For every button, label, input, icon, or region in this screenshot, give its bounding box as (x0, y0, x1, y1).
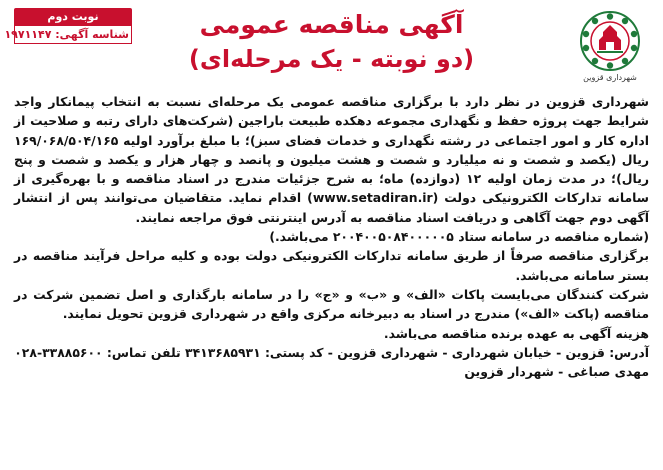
notice-id: شناسه آگهی: ۱۹۷۱۱۴۷ (14, 25, 132, 44)
notice-badge (4, 8, 132, 44)
municipality-logo (575, 10, 645, 88)
notice-paragraph-procedure: برگزاری مناقصه صرفاً از طریق سامانه تدارکات الکترونیکی دولت بوده و کلیه مراحل فرآیند مناقصه در بستر سامانه می‌باشد. (14, 248, 649, 283)
notice-signature: مهدی صباغی - شهردار قزوین (464, 364, 649, 380)
notice-paragraph-tender-number: (شماره مناقصه در سامانه ستاد ۲۰۰۴۰۰۵۰۸۴۰۰۰۰۰۵ می‌باشد.) (269, 229, 649, 245)
notice-title: آگهی مناقصه عمومی (199, 10, 464, 39)
notice-subtitle: (دو نوبته - یک مرحله‌ای) (188, 45, 475, 73)
municipality-emblem-icon (579, 10, 641, 72)
notice-header (4, 6, 653, 92)
notice-paragraph-main: شهرداری قزوین در نظر دارد با برگزاری مناقصه عمومی یک مرحله‌ای نسبت به انتخاب پیمانکار واجد شرایط جهت پروژه حفظ و نگهداری مجموعه دهکده طبیعت باراجین (شرکت‌های دارای رتبه و صلاحیت از اداره کار و امور اجتماعی در رشته نگهداری و خدمات فضای سبز)؛ با مبلغ برآورد اولیه ۱۶۹/۰۶۸/۵۰۴/۱۶۵ ریال (یکصد و شصت و نه میلیارد و شصت و هشت میلیون و پانصد و چهار هزار و یکصد و شصت و پنج ریال)؛ در مدت زمان اولیه ۱۲ (دوازده) ماه؛ به شرح جزئیات مندرج در اسناد مناقصه و با بهره‌گیری از سامانه تدارکات الکترونیکی دولت (www.setadiran.ir) اقدام نماید. متقاضیان می‌توانند پس از انتشار آگهی دوم جهت آگاهی و دریافت اسناد مناقصه به آدرس اینترنتی فوق مراجعه نمایند. (14, 94, 649, 225)
notice-paragraph-envelopes: شرکت کنندگان می‌بایست پاکات «الف» و «ب» و «ج» را در سامانه بارگذاری و اصل تضمین شرکت در مناقصه (پاکت «الف») مندرج در اسناد به دبیرخانه مرکزی واقع در شهرداری قزوین تحویل نمایند. (14, 286, 649, 322)
logo-caption: شهرداری قزوین (583, 73, 637, 82)
title-block (130, 8, 533, 76)
notice-paragraph-cost: هزینه آگهی به عهده برنده مناقصه می‌باشد. (383, 325, 649, 341)
notice-body (10, 92, 653, 381)
publication-round-badge: نوبت دوم (14, 8, 132, 25)
notice-paragraph-address: آدرس: قزوین - خیابان شهرداری - شهرداری قزوین - کد پستی: ۳۴۱۳۶۸۵۹۳۱ تلفن تماس: ۳۳۸۸۵۶۰۰-۰۲۸ (14, 344, 649, 360)
